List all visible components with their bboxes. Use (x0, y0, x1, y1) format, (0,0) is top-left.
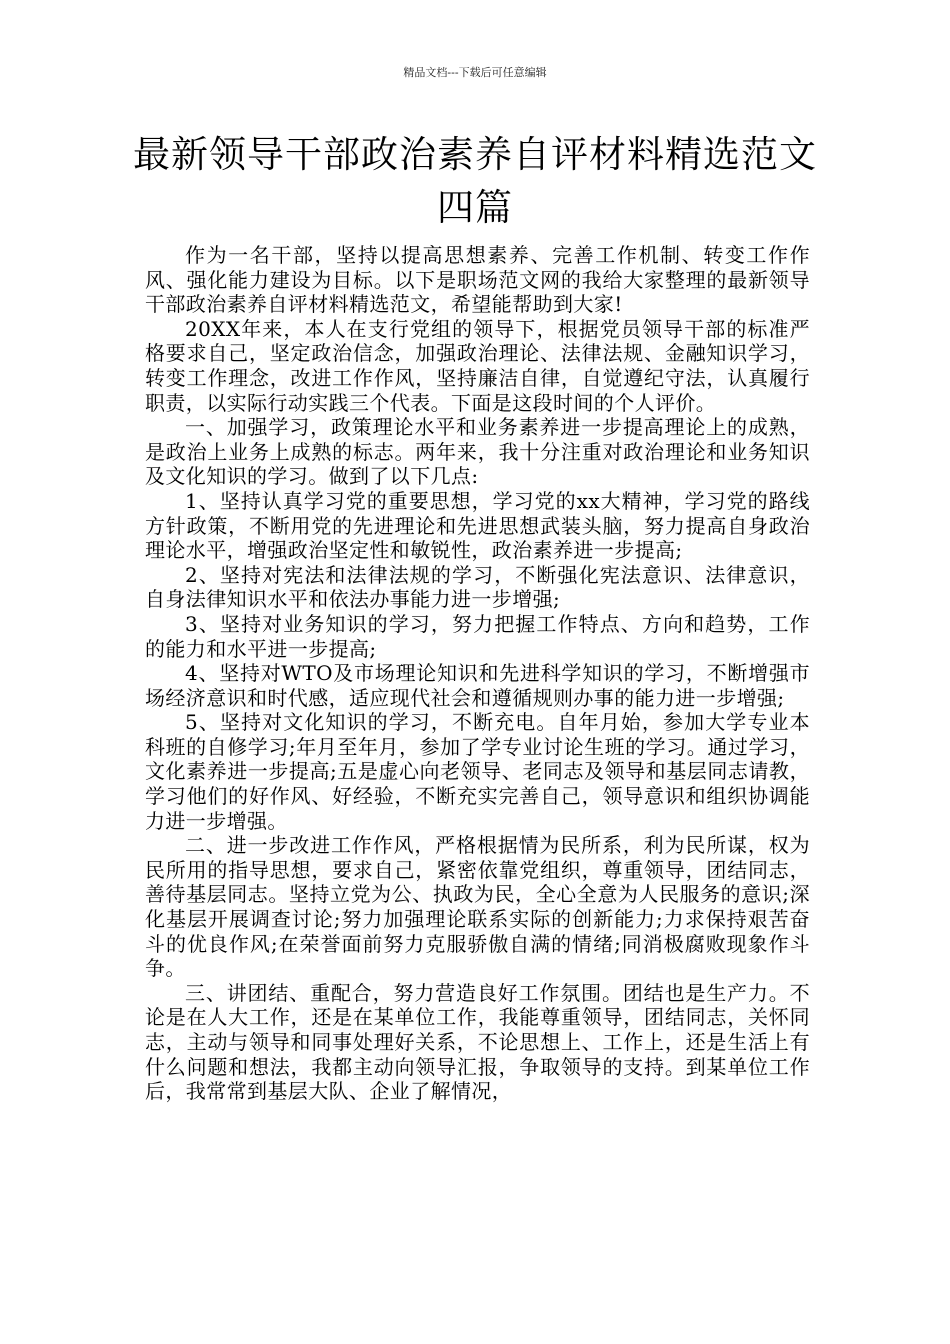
paragraph-item-1: 1、坚持认真学习党的重要思想，学习党的xx大精神，学习党的路线方针政策，不断用党的先进理论和先进思想武装头脑，努力提高自身政治理论水平，增强政治坚定性和敏锐性，政治素养进一步提高; (145, 488, 810, 563)
paragraph-section-3: 三、讲团结、重配合，努力营造良好工作氛围。团结也是生产力。不论是在人大工作，还是在某单位工作，我能尊重领导，团结同志，关怀同志，主动与领导和同事处理好关系，不论思想上、工作上，还是生活上有什么问题和想法，我都主动向领导汇报，争取领导的支持。到某单位工作后，我常常到基层大队、企业了解情况， (145, 980, 810, 1104)
paragraph-item-5: 5、坚持对文化知识的学习，不断充电。自年月始，参加大学专业本科班的自修学习;年月至年月，参加了学专业讨论生班的学习。通过学习，文化素养进一步提高;五是虚心向老领导、老同志及领导和基层同志请教，学习他们的好作风、好经验，不断充实完善自己，领导意识和组织协调能力进一步增强。 (145, 710, 810, 833)
paragraph-intro: 作为一名干部，坚持以提高思想素养、完善工作机制、转变工作作风、强化能力建设为目标。以下是职场范文网的我给大家整理的最新领导干部政治素养自评材料精选范文，希望能帮助到大家! (145, 243, 810, 317)
paragraph-section-2: 二、进一步改进工作作风，严格根据情为民所系，利为民所谋，权为民所用的指导思想，要求自己，紧密依靠党组织，尊重领导，团结同志，善待基层同志。坚持立党为公、执政为民，全心全意为人民服务的意识;深化基层开展调查讨论;努力加强理论联系实际的创新能力;力求保持艰苦奋斗的优良作风;在荣誉面前努力克服骄傲自满的情绪;同消极腐败现象作斗争。 (145, 833, 810, 981)
paragraph-section-1: 一、加强学习，政策理论水平和业务素养进一步提高理论上的成熟，是政治上业务上成熟的标志。两年来，我十分注重对政治理论和业务知识及文化知识的学习。做到了以下几点: (145, 415, 810, 489)
paragraph-item-4: 4、坚持对WTO及市场理论知识和先进科学知识的学习，不断增强市场经济意识和时代感，适应现代社会和遵循规则办事的能力进一步增强; (145, 661, 810, 710)
document-title: 最新领导干部政治素养自评材料精选范文四篇 (133, 133, 817, 229)
paragraph-item-3: 3、坚持对业务知识的学习，努力把握工作特点、方向和趋势，工作的能力和水平进一步提高; (145, 611, 810, 661)
paragraph-item-2: 2、坚持对宪法和法律法规的学习，不断强化宪法意识、法律意识，自身法律知识水平和依法办事能力进一步增强; (145, 562, 810, 612)
document-body (145, 243, 810, 1104)
paragraph-overview: 20XX年来，本人在支行党组的领导下，根据党员领导干部的标准严格要求自己，坚定政治信念，加强政治理论、法律法规、金融知识学习，转变工作理念，改进工作作风，坚持廉洁自律，自觉遵纪守法，认真履行职责，以实际行动实践三个代表。下面是这段时间的个人评价。 (145, 316, 810, 415)
page-header-note: 精品文档---下载后可任意编辑 (403, 66, 547, 79)
